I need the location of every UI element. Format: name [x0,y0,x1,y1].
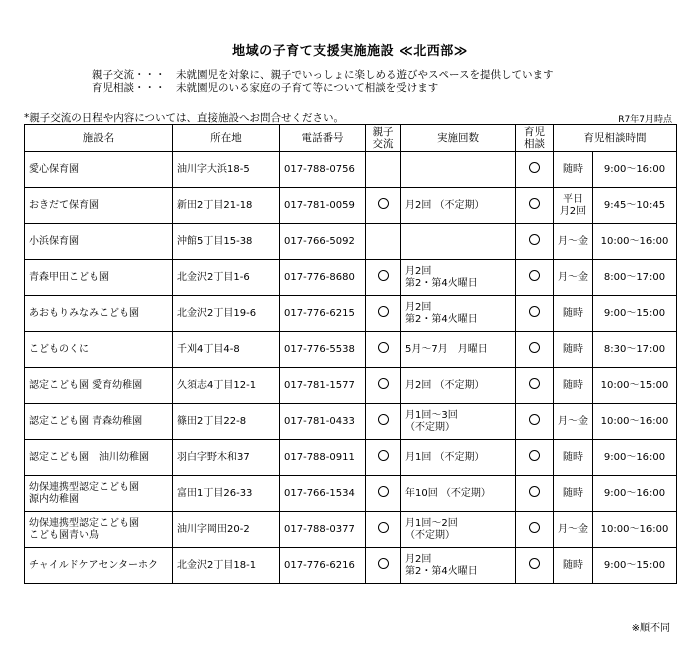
consult-time: 9:00～16:00 [593,476,677,512]
facility-phone: 017-776-5538 [280,332,366,368]
facility-phone: 017-766-1534 [280,476,366,512]
facility-address: 沖館5丁目15-38 [173,224,280,260]
facility-phone: 017-788-0756 [280,152,366,188]
description-key: 育児相談・・・ [92,82,166,94]
consult-time: 10:00～16:00 [593,224,677,260]
circle-mark-icon [529,270,540,281]
header-address: 所在地 [173,125,280,152]
facility-address: 久須志4丁目12-1 [173,368,280,404]
consult-time: 9:00～15:00 [593,296,677,332]
circle-mark-icon [529,450,540,461]
circle-mark-icon [529,342,540,353]
page-title: 地域の子育て支援実施施設 ≪北西部≫ [232,44,468,59]
facility-name: 愛心保育園 [25,152,173,188]
table-header-row [25,125,677,152]
exchange-count: 月1回～3回 （不定期） [401,404,516,440]
facility-name: 認定こども園 愛育幼稚園 [25,368,173,404]
facility-name: 幼保連携型認定こども園 こども園青い鳥 [25,512,173,548]
facility-name: チャイルドケアセンターホク [25,548,173,584]
facility-phone: 017-781-1577 [280,368,366,404]
exchange-count: 月1回 （不定期） [401,440,516,476]
facility-phone: 017-776-6216 [280,548,366,584]
header-exchange: 親子 交流 [366,125,401,152]
consult-mark [516,512,554,548]
facility-name: 幼保連携型認定こども園 源内幼稚園 [25,476,173,512]
consult-days: 随時 [554,296,593,332]
facility-name: おきだて保育園 [25,188,173,224]
description-text: 未就園児を対象に、親子でいっしょに楽しめる遊びやスペースを提供しています [176,69,554,81]
description-exchange [92,69,553,82]
circle-mark-icon [529,522,540,533]
circle-mark-icon [529,198,540,209]
circle-mark-icon [529,378,540,389]
table-row [25,224,677,260]
circle-mark-icon [529,306,540,317]
exchange-mark [366,296,401,332]
as-of-date: R7年7月時点 [618,115,672,125]
table-row [25,368,677,404]
table-row [25,296,677,332]
consult-days: 随時 [554,440,593,476]
circle-mark-icon [378,378,389,389]
consult-time: 9:45～10:45 [593,188,677,224]
circle-mark-icon [529,558,540,569]
facility-phone: 017-781-0059 [280,188,366,224]
header-hours: 育児相談時間 [554,125,677,152]
circle-mark-icon [378,198,389,209]
consult-mark [516,440,554,476]
table-row [25,332,677,368]
exchange-mark [366,512,401,548]
facility-address: 油川字岡田20-2 [173,512,280,548]
header-name: 施設名 [25,125,173,152]
consult-time: 10:00～15:00 [593,368,677,404]
facility-address: 油川字大浜18-5 [173,152,280,188]
consult-mark [516,332,554,368]
facility-name: あおもりみなみこども園 [25,296,173,332]
header-consult: 育児 相談 [516,125,554,152]
order-note: ※順不同 [631,623,670,634]
consult-days: 随時 [554,332,593,368]
consult-time: 9:00～15:00 [593,548,677,584]
facility-address: 篠田2丁目22-8 [173,404,280,440]
consult-time: 9:00～16:00 [593,152,677,188]
circle-mark-icon [378,342,389,353]
facility-phone: 017-766-5092 [280,224,366,260]
facility-phone: 017-788-0377 [280,512,366,548]
circle-mark-icon [378,450,389,461]
consult-time: 9:00～16:00 [593,440,677,476]
consult-days: 月～金 [554,404,593,440]
consult-mark [516,296,554,332]
exchange-mark [366,332,401,368]
circle-mark-icon [378,486,389,497]
facility-phone: 017-781-0433 [280,404,366,440]
circle-mark-icon [529,234,540,245]
table-row [25,404,677,440]
consult-days: 随時 [554,368,593,404]
facility-address: 北金沢2丁目18-1 [173,548,280,584]
table-row [25,476,677,512]
consult-mark [516,152,554,188]
table-row [25,548,677,584]
facility-phone: 017-776-8680 [280,260,366,296]
exchange-count: 5月～7月 月曜日 [401,332,516,368]
exchange-count [401,152,516,188]
facility-name: 青森甲田こども園 [25,260,173,296]
consult-time: 8:30～17:00 [593,332,677,368]
exchange-mark [366,368,401,404]
circle-mark-icon [378,522,389,533]
facility-table [24,124,677,584]
exchange-mark [366,440,401,476]
exchange-count: 月2回 第2・第4火曜日 [401,548,516,584]
contact-note: *親子交流の日程や内容については、直接施設へお問合せください。 [24,112,345,124]
circle-mark-icon [378,270,389,281]
table-row [25,440,677,476]
facility-address: 羽白字野木和37 [173,440,280,476]
consult-mark [516,224,554,260]
description-consult [92,82,438,95]
circle-mark-icon [378,306,389,317]
description-key: 親子交流・・・ [92,69,166,81]
facility-phone: 017-788-0911 [280,440,366,476]
circle-mark-icon [378,558,389,569]
consult-days: 月～金 [554,260,593,296]
exchange-mark [366,224,401,260]
exchange-mark [366,404,401,440]
table-row [25,260,677,296]
exchange-mark [366,188,401,224]
exchange-mark [366,548,401,584]
exchange-count: 月1回～2回 （不定期） [401,512,516,548]
consult-time: 10:00～16:00 [593,512,677,548]
exchange-mark [366,476,401,512]
circle-mark-icon [529,162,540,173]
consult-time: 8:00～17:00 [593,260,677,296]
consult-days: 月～金 [554,512,593,548]
facility-phone: 017-776-6215 [280,296,366,332]
consult-mark [516,548,554,584]
consult-days: 月～金 [554,224,593,260]
exchange-count: 月2回 第2・第4火曜日 [401,296,516,332]
description-text: 未就園児のいる家庭の子育て等について相談を受けます [176,82,439,94]
header-count: 実施回数 [401,125,516,152]
consult-days: 平日 月2回 [554,188,593,224]
facility-address: 北金沢2丁目19-6 [173,296,280,332]
consult-time: 10:00～16:00 [593,404,677,440]
table-row [25,512,677,548]
consult-mark [516,188,554,224]
facility-name: 認定こども園 青森幼稚園 [25,404,173,440]
header-phone: 電話番号 [280,125,366,152]
exchange-mark [366,260,401,296]
consult-days: 随時 [554,548,593,584]
circle-mark-icon [529,414,540,425]
table-row [25,188,677,224]
facility-address: 千刈4丁目4-8 [173,332,280,368]
exchange-count: 年10回 （不定期） [401,476,516,512]
exchange-count: 月2回 （不定期） [401,368,516,404]
exchange-count [401,224,516,260]
consult-days: 随時 [554,476,593,512]
exchange-count: 月2回 第2・第4火曜日 [401,260,516,296]
circle-mark-icon [529,486,540,497]
consult-mark [516,368,554,404]
facility-address: 富田1丁目26-33 [173,476,280,512]
consult-mark [516,260,554,296]
facility-address: 北金沢2丁目1-6 [173,260,280,296]
exchange-count: 月2回 （不定期） [401,188,516,224]
facility-address: 新田2丁目21-18 [173,188,280,224]
facility-name: こどものくに [25,332,173,368]
facility-name: 小浜保育園 [25,224,173,260]
consult-mark [516,404,554,440]
circle-mark-icon [378,414,389,425]
facility-name: 認定こども園 油川幼稚園 [25,440,173,476]
table-row [25,152,677,188]
consult-mark [516,476,554,512]
exchange-mark [366,152,401,188]
consult-days: 随時 [554,152,593,188]
